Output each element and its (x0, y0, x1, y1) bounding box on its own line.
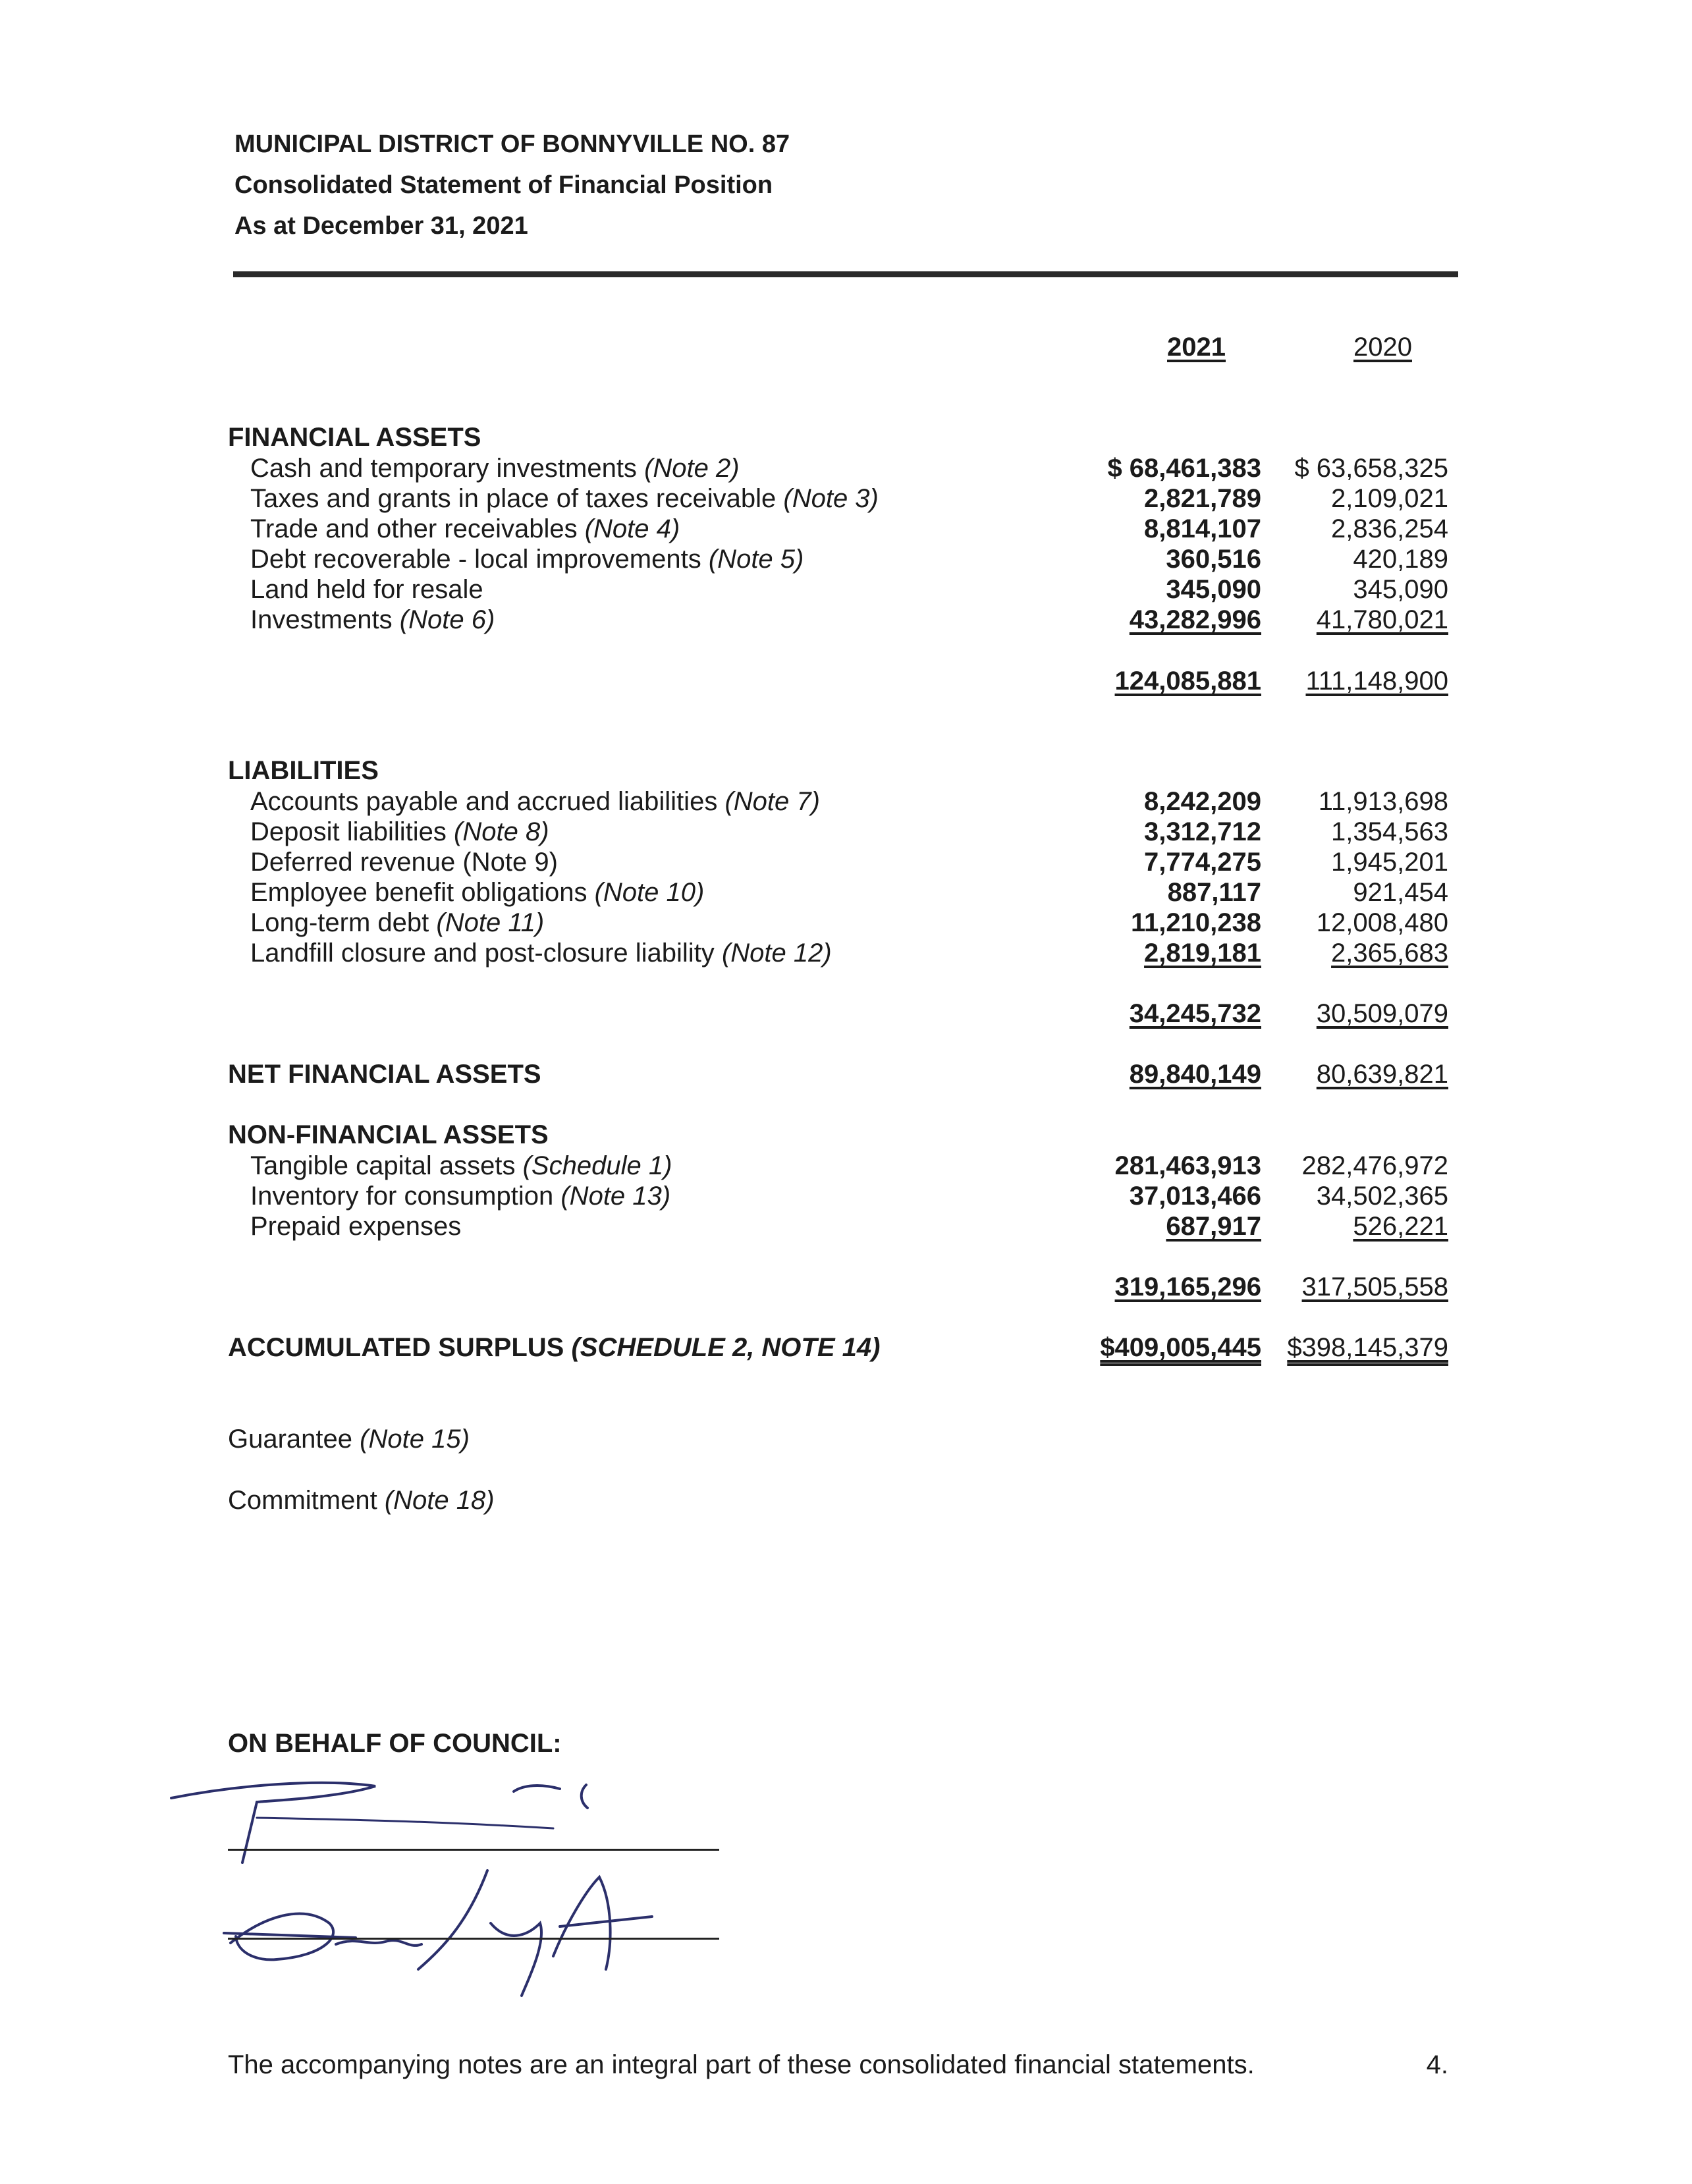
line-item: Debt recoverable - local improvements (Note 5) (250, 545, 804, 574)
value-2021: 11,210,238 (1131, 908, 1261, 937)
liabilities-total-2021: 34,245,732 (1129, 999, 1261, 1028)
value-2021: 345,090 (1166, 575, 1261, 604)
commitment-note: Commitment (Note 18) (228, 1486, 495, 1515)
value-2021: 360,516 (1166, 545, 1261, 574)
financial-assets-total-2020: 111,148,900 (1305, 667, 1448, 696)
value-2020: 282,476,972 (1301, 1151, 1448, 1180)
line-item: Prepaid expenses (250, 1212, 462, 1241)
value-2020: 12,008,480 (1316, 908, 1448, 937)
net-financial-assets-2021: 89,840,149 (1129, 1060, 1261, 1089)
value-2021: 3,312,712 (1144, 817, 1261, 846)
line-item: Land held for resale (250, 575, 483, 604)
value-2020: 34,502,365 (1316, 1182, 1448, 1211)
footer-note: The accompanying notes are an integral part of these consolidated financial statements. (228, 2050, 1255, 2079)
value-2021: 8,242,209 (1144, 787, 1261, 816)
non-financial-assets-total-2021: 319,165,296 (1114, 1272, 1261, 1301)
line-item: Deposit liabilities (Note 8) (250, 817, 549, 846)
value-2020: 2,836,254 (1331, 514, 1448, 543)
value-2021: 281,463,913 (1114, 1151, 1261, 1180)
financial-assets-total-2021: 124,085,881 (1114, 667, 1261, 696)
value-2020: $ 63,658,325 (1294, 454, 1448, 483)
financial-assets-heading: FINANCIAL ASSETS (228, 423, 481, 452)
value-2020: 11,913,698 (1318, 787, 1448, 816)
value-2020: 345,090 (1353, 575, 1448, 604)
header-rule (233, 271, 1458, 277)
line-item: Trade and other receivables (Note 4) (250, 514, 680, 543)
value-2020: 2,109,021 (1331, 484, 1448, 513)
non-financial-assets-heading: NON-FINANCIAL ASSETS (228, 1120, 549, 1149)
value-2020: 2,365,683 (1331, 939, 1448, 968)
liabilities-heading: LIABILITIES (228, 756, 379, 785)
line-item: Employee benefit obligations (Note 10) (250, 878, 705, 907)
value-2021: 2,821,789 (1144, 484, 1261, 513)
net-financial-assets-label: NET FINANCIAL ASSETS (228, 1060, 541, 1089)
line-item: Deferred revenue (Note 9) (250, 848, 558, 877)
value-2021: 7,774,275 (1144, 848, 1261, 877)
signature-line-1 (228, 1849, 719, 1851)
value-2020: 1,354,563 (1331, 817, 1448, 846)
accumulated-surplus-2021: $409,005,445 (1100, 1333, 1261, 1362)
line-item: Accounts payable and accrued liabilities (Note 7) (250, 787, 820, 816)
value-2020: 41,780,021 (1316, 605, 1448, 634)
guarantee-note: Guarantee (Note 15) (228, 1425, 470, 1454)
value-2020: 526,221 (1353, 1212, 1448, 1241)
statement-date: As at December 31, 2021 (234, 212, 528, 240)
value-2020: 420,189 (1353, 545, 1448, 574)
value-2021: $ 68,461,383 (1107, 454, 1261, 483)
signature-line-2 (228, 1938, 719, 1940)
value-2021: 2,819,181 (1144, 939, 1261, 968)
entity-name: MUNICIPAL DISTRICT OF BONNYVILLE NO. 87 (234, 130, 790, 158)
signature-image (158, 1772, 738, 2022)
accumulated-surplus-label: ACCUMULATED SURPLUS (SCHEDULE 2, NOTE 14) (228, 1333, 881, 1362)
value-2020: 921,454 (1353, 878, 1448, 907)
column-2020: 2020 (1353, 333, 1412, 362)
line-item: Tangible capital assets (Schedule 1) (250, 1151, 672, 1180)
line-item: Landfill closure and post-closure liability (Note 12) (250, 939, 832, 968)
line-item: Investments (Note 6) (250, 605, 495, 634)
line-item: Long-term debt (Note 11) (250, 908, 545, 937)
net-financial-assets-2020: 80,639,821 (1316, 1060, 1448, 1089)
accumulated-surplus-2020: $398,145,379 (1287, 1333, 1448, 1362)
page-number: 4. (1426, 2050, 1448, 2079)
liabilities-total-2020: 30,509,079 (1316, 999, 1448, 1028)
value-2021: 8,814,107 (1144, 514, 1261, 543)
statement-title: Consolidated Statement of Financial Position (234, 171, 773, 199)
line-item: Taxes and grants in place of taxes receivable (Note 3) (250, 484, 879, 513)
value-2021: 887,117 (1167, 878, 1261, 907)
value-2021: 43,282,996 (1129, 605, 1261, 634)
non-financial-assets-total-2020: 317,505,558 (1301, 1272, 1448, 1301)
line-item: Inventory for consumption (Note 13) (250, 1182, 671, 1211)
column-2021: 2021 (1167, 333, 1226, 362)
value-2021: 687,917 (1166, 1212, 1261, 1241)
value-2021: 37,013,466 (1129, 1182, 1261, 1211)
signature-heading: ON BEHALF OF COUNCIL: (228, 1729, 562, 1758)
value-2020: 1,945,201 (1331, 848, 1448, 877)
line-item: Cash and temporary investments (Note 2) (250, 454, 740, 483)
